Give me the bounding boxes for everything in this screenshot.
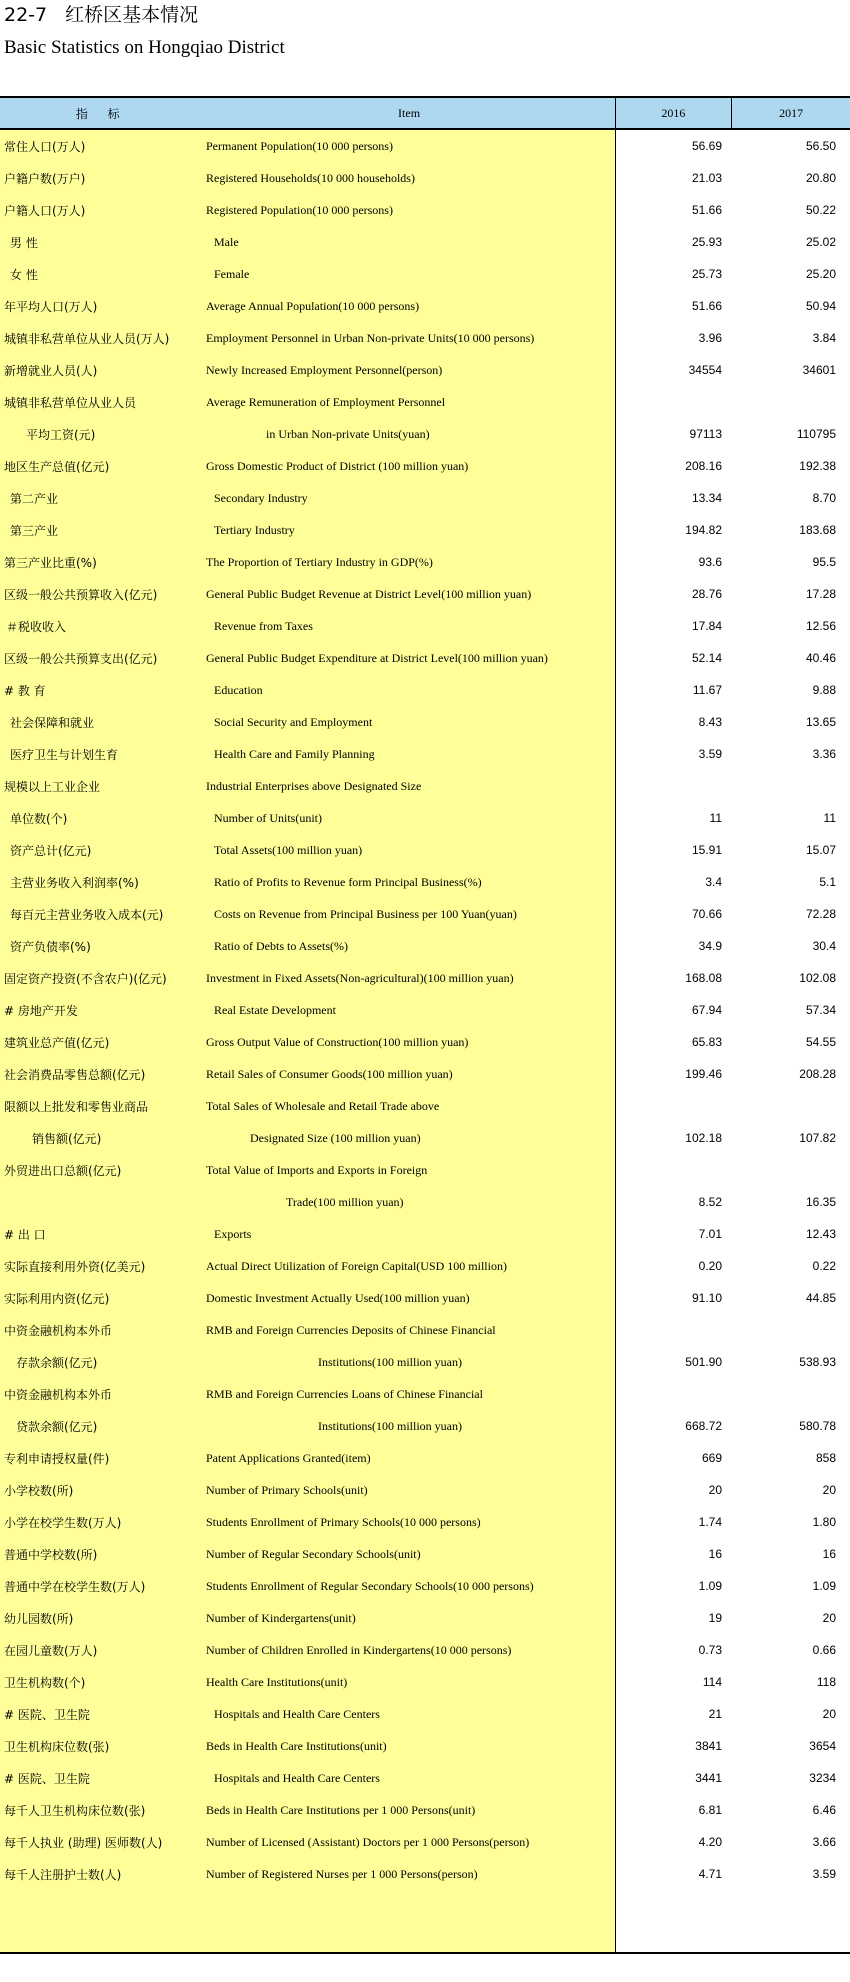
value-2017: 30.4 <box>812 939 836 953</box>
row-label-en: Total Value of Imports and Exports in Foreign <box>206 1162 428 1177</box>
value-2017: 40.46 <box>805 651 836 665</box>
value-2017: 20 <box>822 1707 836 1721</box>
row-label-cn: 社会消费品零售总额(亿元) <box>4 1067 146 1082</box>
row-label-en: Revenue from Taxes <box>214 618 313 633</box>
value-2017: 9.88 <box>812 683 836 697</box>
value-2017: 95.5 <box>812 555 836 569</box>
value-2016: 97113 <box>689 427 722 441</box>
table-row <box>0 1634 850 1666</box>
value-2016: 102.18 <box>685 1131 722 1145</box>
row-label-en: Gross Domestic Product of District (100 million yuan) <box>206 458 469 473</box>
row-label-cn: 贷款余额(亿元) <box>16 1419 98 1434</box>
row-label-en: General Public Budget Revenue at District Level(100 million yuan) <box>206 586 532 601</box>
value-2017: 6.46 <box>812 1803 836 1817</box>
value-2017: 17.28 <box>805 587 836 601</box>
row-label-en: General Public Budget Expenditure at District Level(100 million yuan) <box>206 650 548 665</box>
table-row <box>0 290 850 322</box>
table-row <box>0 1186 850 1218</box>
table-row <box>0 450 850 482</box>
value-2017: 8.70 <box>812 491 836 505</box>
row-label-en: Registered Population(10 000 persons) <box>206 202 393 217</box>
table-row <box>0 578 850 610</box>
row-label-en: Health Care Institutions(unit) <box>206 1674 348 1689</box>
value-2017: 72.28 <box>805 907 836 921</box>
value-2016: 34554 <box>688 363 722 377</box>
value-2016: 3.59 <box>698 747 722 761</box>
row-label-en: Institutions(100 million yuan) <box>318 1418 462 1433</box>
table-row <box>0 706 850 738</box>
table-row <box>0 1346 850 1378</box>
value-2017: 107.82 <box>799 1131 836 1145</box>
row-label-en: Actual Direct Utilization of Foreign Capital(USD 100 million) <box>206 1258 507 1273</box>
row-label-cn: 每百元主营业务收入成本(元) <box>10 907 164 922</box>
row-label-cn: 常住人口(万人) <box>4 139 86 154</box>
row-label-cn: 小学校数(所) <box>4 1483 74 1498</box>
value-2017: 538.93 <box>799 1355 836 1369</box>
row-label-en: Hospitals and Health Care Centers <box>214 1770 380 1785</box>
table-row <box>0 1314 850 1346</box>
row-label-cn: 规模以上工业企业 <box>4 779 101 794</box>
row-label-en: Female <box>214 266 250 281</box>
row-label-cn: 女 性 <box>10 267 38 282</box>
value-2016: 25.73 <box>691 267 722 281</box>
value-2016: 0.73 <box>698 1643 722 1657</box>
table-row <box>0 418 850 450</box>
table-row <box>0 322 850 354</box>
value-2017: 56.50 <box>805 139 836 153</box>
value-2016: 19 <box>708 1611 722 1625</box>
row-label-en: Hospitals and Health Care Centers <box>214 1706 380 1721</box>
row-label-cn: 医疗卫生与计划生育 <box>10 747 119 762</box>
table-title-cn-text: 红桥区基本情况 <box>65 4 199 26</box>
value-2016: 11 <box>709 811 722 825</box>
table-row <box>0 1698 850 1730</box>
table-row <box>0 1026 850 1058</box>
value-2016: 208.16 <box>685 459 722 473</box>
row-label-cn: 区级一般公共预算收入(亿元) <box>4 587 158 602</box>
row-label-cn: 户籍户数(万户) <box>4 171 86 186</box>
value-2017: 0.66 <box>812 1643 836 1657</box>
row-label-en: Tertiary Industry <box>214 522 295 537</box>
value-2016: 0.20 <box>698 1259 722 1273</box>
value-2016: 6.81 <box>698 1803 722 1817</box>
row-label-cn: 社会保障和就业 <box>10 715 95 730</box>
value-2017: 12.43 <box>805 1227 836 1241</box>
table-row <box>0 1506 850 1538</box>
value-2017: 44.85 <box>805 1291 836 1305</box>
table-row <box>0 482 850 514</box>
column-header-2017: 2017 <box>731 98 850 128</box>
value-2016: 21.03 <box>691 171 722 185</box>
row-label-en: Institutions(100 million yuan) <box>318 1354 462 1369</box>
row-label-en: Secondary Industry <box>214 490 308 505</box>
row-label-cn: 专利申请授权量(件) <box>4 1451 110 1466</box>
value-2017: 34601 <box>802 363 836 377</box>
value-2016: 4.20 <box>698 1835 722 1849</box>
table-row <box>0 1058 850 1090</box>
value-2017: 183.68 <box>799 523 836 537</box>
row-label-cn: 平均工资(元) <box>26 427 96 442</box>
row-label-cn: ＃税收收入 <box>6 619 67 634</box>
row-label-en: Newly Increased Employment Personnel(person) <box>206 362 443 377</box>
table-row <box>0 546 850 578</box>
value-2017: 110795 <box>796 427 836 441</box>
value-2017: 20.80 <box>805 171 836 185</box>
row-label-en: Trade(100 million yuan) <box>286 1194 404 1209</box>
value-2017: 192.38 <box>799 459 836 473</box>
row-label-cn: 中资金融机构本外币 <box>4 1387 113 1402</box>
row-label-cn: 外贸进出口总额(亿元) <box>4 1163 122 1178</box>
row-label-en: Social Security and Employment <box>214 714 373 729</box>
row-label-cn: 年平均人口(万人) <box>4 299 98 314</box>
table-row <box>0 162 850 194</box>
table-row <box>0 962 850 994</box>
value-2017: 3.36 <box>812 747 836 761</box>
table-row <box>0 1218 850 1250</box>
table-row <box>0 1762 850 1794</box>
value-2016: 168.08 <box>685 971 722 985</box>
value-2017: 57.34 <box>805 1003 836 1017</box>
value-2016: 17.84 <box>691 619 722 633</box>
row-label-en: Average Remuneration of Employment Personnel <box>206 394 446 409</box>
value-2016: 25.93 <box>691 235 722 249</box>
row-label-cn: # 房地产开发 <box>4 1003 78 1018</box>
value-2016: 669 <box>701 1451 722 1465</box>
value-2017: 1.09 <box>812 1579 836 1593</box>
row-label-en: Number of Registered Nurses per 1 000 Persons(person) <box>206 1866 478 1881</box>
row-label-cn: 区级一般公共预算支出(亿元) <box>4 651 158 666</box>
value-2017: 3.59 <box>812 1867 836 1881</box>
row-label-cn: 固定资产投资(不含农户)(亿元) <box>4 971 167 986</box>
row-label-en: Students Enrollment of Regular Secondary Schools(10 000 persons) <box>206 1578 534 1593</box>
row-label-en: Ratio of Profits to Revenue form Principal Business(%) <box>214 874 482 889</box>
value-2016: 91.10 <box>691 1291 722 1305</box>
value-2016: 65.83 <box>691 1035 722 1049</box>
table-row <box>0 1282 850 1314</box>
row-label-en: RMB and Foreign Currencies Loans of Chinese Financial <box>206 1386 483 1401</box>
row-label-cn: 卫生机构床位数(张) <box>4 1739 110 1754</box>
value-2017: 11 <box>823 811 836 825</box>
table-row <box>0 1250 850 1282</box>
value-2016: 1.74 <box>698 1515 722 1529</box>
row-label-cn: 第三产业比重(%) <box>4 555 97 570</box>
table-row <box>0 930 850 962</box>
row-label-cn: 限额以上批发和零售业商品 <box>4 1099 149 1114</box>
page-header <box>4 0 285 66</box>
table-rows <box>0 130 850 1890</box>
row-label-cn: 卫生机构数(个) <box>4 1675 86 1690</box>
value-2016: 67.94 <box>691 1003 722 1017</box>
table-row <box>0 1666 850 1698</box>
row-label-en: Number of Regular Secondary Schools(unit) <box>206 1546 421 1561</box>
table-row <box>0 1442 850 1474</box>
value-2016: 3441 <box>695 1771 722 1785</box>
row-label-en: Total Sales of Wholesale and Retail Trade above <box>206 1098 440 1113</box>
table-number: 22-7 <box>4 4 48 26</box>
table-row <box>0 834 850 866</box>
row-label-en: in Urban Non-private Units(yuan) <box>266 426 430 441</box>
row-label-cn: 每千人执业 (助理) 医师数(人) <box>4 1835 163 1850</box>
row-label-en: Beds in Health Care Institutions per 1 000 Persons(unit) <box>206 1802 476 1817</box>
row-label-en: Number of Children Enrolled in Kindergartens(10 000 persons) <box>206 1642 512 1657</box>
column-header-2016: 2016 <box>615 98 732 128</box>
table-row <box>0 898 850 930</box>
row-label-cn: # 医院、卫生院 <box>4 1707 90 1722</box>
value-2017: 20 <box>822 1611 836 1625</box>
table-title-en: Basic Statistics on Hongqiao District <box>4 37 285 58</box>
row-label-cn: 地区生产总值(亿元) <box>4 459 110 474</box>
table-row <box>0 130 850 162</box>
row-label-cn: 城镇非私营单位从业人员 <box>4 395 137 410</box>
value-2016: 3.96 <box>698 331 722 345</box>
row-label-en: Employment Personnel in Urban Non-private Units(10 000 persons) <box>206 330 535 345</box>
value-2017: 102.08 <box>799 971 836 985</box>
value-2017: 3654 <box>809 1739 836 1753</box>
row-label-cn: 在园儿童数(万人) <box>4 1643 98 1658</box>
statistics-table <box>0 96 850 1954</box>
value-2017: 50.22 <box>805 203 836 217</box>
row-label-cn: 小学在校学生数(万人) <box>4 1515 122 1530</box>
row-label-en: The Proportion of Tertiary Industry in GDP(%) <box>206 554 433 569</box>
value-2017: 15.07 <box>805 843 836 857</box>
value-2016: 8.52 <box>698 1195 722 1209</box>
row-label-cn: 实际直接利用外资(亿美元) <box>4 1259 146 1274</box>
row-label-cn: 第三产业 <box>10 523 59 538</box>
column-header-item: Item <box>398 105 421 120</box>
value-2017: 3.84 <box>812 331 836 345</box>
value-2016: 20 <box>708 1483 722 1497</box>
table-row <box>0 866 850 898</box>
row-label-en: Students Enrollment of Primary Schools(10 000 persons) <box>206 1514 481 1529</box>
row-label-en: Industrial Enterprises above Designated Size <box>206 778 422 793</box>
table-row <box>0 354 850 386</box>
value-2016: 4.71 <box>698 1867 722 1881</box>
row-label-cn: 中资金融机构本外币 <box>4 1323 113 1338</box>
table-row <box>0 610 850 642</box>
row-label-en: Registered Households(10 000 households) <box>206 170 415 185</box>
value-2017: 13.65 <box>805 715 836 729</box>
row-label-en: RMB and Foreign Currencies Deposits of Chinese Financial <box>206 1322 496 1337</box>
table-row <box>0 1474 850 1506</box>
table-row <box>0 194 850 226</box>
row-label-cn: 资产负债率(%) <box>10 939 91 954</box>
table-row <box>0 770 850 802</box>
value-2016: 3.4 <box>705 875 722 889</box>
row-label-en: Exports <box>214 1226 252 1241</box>
table-row <box>0 1538 850 1570</box>
row-label-en: Number of Kindergartens(unit) <box>206 1610 356 1625</box>
table-row <box>0 1570 850 1602</box>
value-2017: 3234 <box>809 1771 836 1785</box>
row-label-en: Costs on Revenue from Principal Business per 100 Yuan(yuan) <box>214 906 517 921</box>
value-2016: 51.66 <box>691 299 722 313</box>
row-label-en: Number of Licensed (Assistant) Doctors per 1 000 Persons(person) <box>206 1834 530 1849</box>
table-row <box>0 226 850 258</box>
table-row <box>0 802 850 834</box>
row-label-cn: 男 性 <box>10 235 38 250</box>
table-row <box>0 1154 850 1186</box>
value-2016: 3841 <box>695 1739 722 1753</box>
table-title-cn <box>4 0 285 30</box>
row-label-cn: 存款余额(亿元) <box>16 1355 98 1370</box>
table-row <box>0 1794 850 1826</box>
value-2016: 199.46 <box>685 1067 722 1081</box>
value-2016: 16 <box>708 1547 722 1561</box>
row-label-en: Education <box>214 682 263 697</box>
table-row <box>0 1122 850 1154</box>
table-row <box>0 1410 850 1442</box>
table-row <box>0 642 850 674</box>
value-2016: 52.14 <box>691 651 722 665</box>
row-label-en: Male <box>214 234 239 249</box>
row-label-cn: 城镇非私营单位从业人员(万人) <box>4 331 170 346</box>
row-label-cn: 销售额(亿元) <box>32 1131 102 1146</box>
row-label-en: Gross Output Value of Construction(100 million yuan) <box>206 1034 469 1049</box>
row-label-cn: 每千人注册护士数(人) <box>4 1867 122 1882</box>
row-label-cn: 主营业务收入利润率(%) <box>10 875 139 890</box>
row-label-en: Total Assets(100 million yuan) <box>214 842 363 857</box>
row-label-cn: 户籍人口(万人) <box>4 203 86 218</box>
row-label-en: Domestic Investment Actually Used(100 million yuan) <box>206 1290 470 1305</box>
table-column-header <box>0 96 850 130</box>
value-2017: 5.1 <box>819 875 836 889</box>
value-2017: 54.55 <box>805 1035 836 1049</box>
row-label-en: Designated Size (100 million yuan) <box>250 1130 421 1145</box>
value-2016: 114 <box>702 1675 722 1689</box>
row-label-cn: 普通中学在校学生数(万人) <box>4 1579 146 1594</box>
table-row <box>0 1090 850 1122</box>
row-label-en: Real Estate Development <box>214 1002 336 1017</box>
row-label-en: Investment in Fixed Assets(Non-agricultural)(100 million yuan) <box>206 970 514 985</box>
row-label-cn: 幼儿园数(所) <box>4 1611 74 1626</box>
row-label-en: Permanent Population(10 000 persons) <box>206 138 393 153</box>
value-2016: 8.43 <box>698 715 722 729</box>
row-label-en: Number of Primary Schools(unit) <box>206 1482 368 1497</box>
table-row <box>0 994 850 1026</box>
table-row <box>0 386 850 418</box>
value-2017: 3.66 <box>812 1835 836 1849</box>
value-2017: 12.56 <box>805 619 836 633</box>
value-2016: 13.34 <box>691 491 722 505</box>
row-label-en: Patent Applications Granted(item) <box>206 1450 371 1465</box>
row-label-en: Average Annual Population(10 000 persons) <box>206 298 420 313</box>
value-2017: 208.28 <box>799 1067 836 1081</box>
value-2016: 501.90 <box>685 1355 722 1369</box>
table-row <box>0 258 850 290</box>
value-2017: 25.20 <box>805 267 836 281</box>
row-label-en: Ratio of Debts to Assets(%) <box>214 938 348 953</box>
row-label-cn: 建筑业总产值(亿元) <box>4 1035 110 1050</box>
row-label-en: Health Care and Family Planning <box>214 746 375 761</box>
value-2016: 51.66 <box>691 203 722 217</box>
row-label-cn: # 医院、卫生院 <box>4 1771 90 1786</box>
row-label-cn: # 出 口 <box>4 1227 46 1242</box>
value-2016: 21 <box>708 1707 722 1721</box>
value-2017: 1.80 <box>812 1515 836 1529</box>
row-label-cn: 第二产业 <box>10 491 59 506</box>
table-row <box>0 1730 850 1762</box>
table-row <box>0 1602 850 1634</box>
table-row <box>0 1378 850 1410</box>
value-2016: 56.69 <box>691 139 722 153</box>
table-row <box>0 738 850 770</box>
table-row <box>0 674 850 706</box>
row-label-cn: 每千人卫生机构床位数(张) <box>4 1803 146 1818</box>
value-2016: 668.72 <box>685 1419 722 1433</box>
value-2016: 28.76 <box>691 587 722 601</box>
value-2017: 20 <box>822 1483 836 1497</box>
row-label-en: Retail Sales of Consumer Goods(100 million yuan) <box>206 1066 453 1081</box>
value-2016: 34.9 <box>698 939 722 953</box>
value-2016: 70.66 <box>691 907 722 921</box>
value-2016: 194.82 <box>685 523 722 537</box>
value-2017: 580.78 <box>799 1419 836 1433</box>
row-label-cn: 资产总计(亿元) <box>10 843 92 858</box>
table-row <box>0 1826 850 1858</box>
value-2017: 858 <box>815 1451 836 1465</box>
value-2016: 15.91 <box>691 843 722 857</box>
row-label-cn: # 教 育 <box>4 683 46 698</box>
value-2016: 11.67 <box>692 683 722 697</box>
table-row <box>0 514 850 546</box>
column-header-cn: 指 标 <box>75 106 128 121</box>
row-label-en: Number of Units(unit) <box>214 810 322 825</box>
value-2016: 7.01 <box>698 1227 722 1241</box>
value-2017: 16 <box>822 1547 836 1561</box>
value-2017: 25.02 <box>805 235 836 249</box>
table-row <box>0 1858 850 1890</box>
row-label-cn: 新增就业人员(人) <box>4 363 98 378</box>
value-2017: 16.35 <box>805 1195 836 1209</box>
row-label-en: Beds in Health Care Institutions(unit) <box>206 1738 387 1753</box>
value-2016: 93.6 <box>698 555 722 569</box>
row-label-cn: 普通中学校数(所) <box>4 1547 98 1562</box>
row-label-cn: 实际利用内资(亿元) <box>4 1291 110 1306</box>
value-2017: 50.94 <box>805 299 836 313</box>
value-2017: 118 <box>816 1675 836 1689</box>
value-2016: 1.09 <box>698 1579 722 1593</box>
value-2017: 0.22 <box>812 1259 836 1273</box>
row-label-cn: 单位数(个) <box>10 811 68 826</box>
